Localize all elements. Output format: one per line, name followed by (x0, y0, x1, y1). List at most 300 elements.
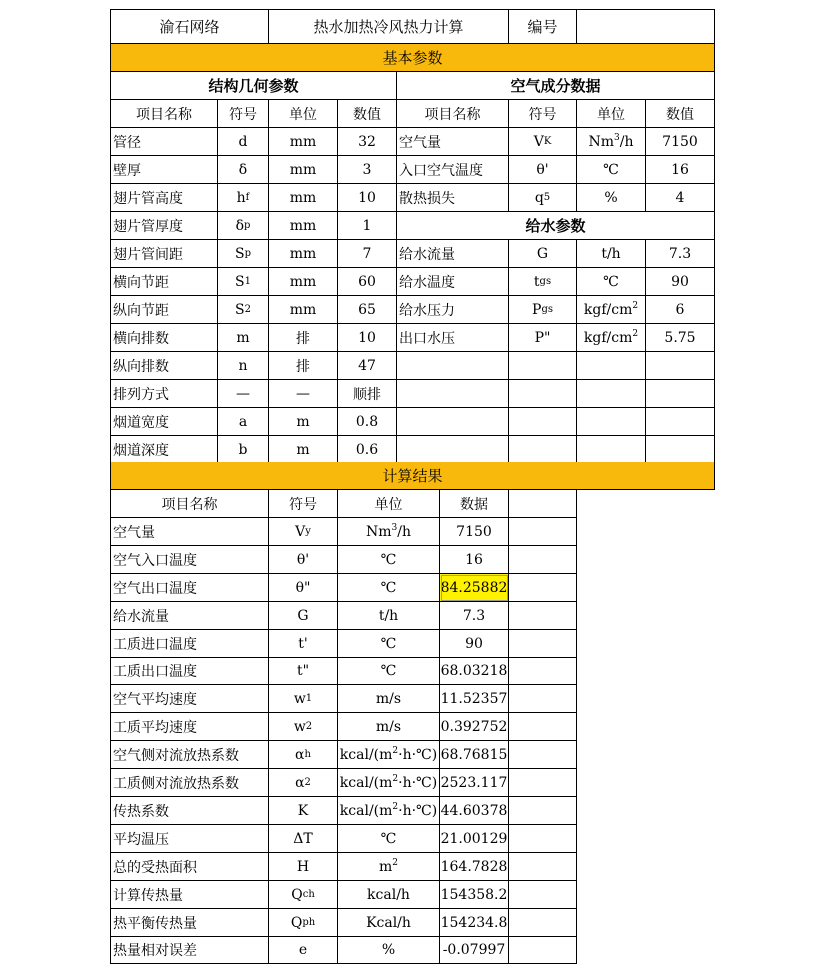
result-value: 154234.8 (440, 914, 508, 931)
result-value: 21.00129 (440, 830, 508, 847)
air-name-cell (397, 156, 509, 184)
result-extra-cell (509, 630, 577, 658)
result-name-cell (110, 909, 269, 937)
result-extra-cell (509, 685, 577, 713)
result-name-cell (110, 797, 269, 825)
result-value: 68.03218 (440, 663, 508, 679)
structure-title-text: 结构几何参数 (208, 77, 299, 95)
structure-unit-cell (269, 380, 338, 408)
results-title: 计算结果 (382, 467, 443, 485)
symbol-text: t (533, 273, 540, 290)
code-label: 编号 (527, 18, 558, 36)
structure-symbol-cell (218, 156, 269, 184)
air-col-symbol (509, 100, 577, 128)
company-name: 渝石网络 (159, 18, 220, 36)
unit-text: m (296, 441, 310, 458)
symbol-text: e (298, 942, 308, 958)
col-unit-text: 单位 (374, 496, 403, 513)
result-name: 计算传热量 (113, 887, 183, 904)
result-unit-cell (338, 881, 440, 909)
unit-text: Nm (588, 133, 615, 150)
symbol-text: n (238, 357, 248, 374)
structure-value: 3 (362, 161, 372, 178)
unit-text: 排 (296, 330, 310, 347)
result-value: 68.76815 (440, 746, 508, 763)
result-value: 44.60378 (440, 802, 508, 819)
water-value: 90 (671, 273, 689, 290)
symbol-text: δ (238, 161, 248, 178)
water-name: 给水温度 (399, 274, 455, 291)
structure-name: 纵向节距 (113, 302, 169, 319)
col-value-text: 数值 (666, 106, 694, 123)
symbol-text: m (236, 329, 250, 346)
structure-value: 60 (358, 273, 376, 290)
structure-symbol-cell (218, 212, 269, 240)
water-symbol-cell (509, 296, 577, 324)
result-name: 空气入口温度 (113, 552, 197, 569)
result-name: 热量相对误差 (113, 943, 197, 959)
result-unit-cell (338, 518, 440, 546)
result-name-cell (110, 630, 269, 658)
struct-col-value (338, 100, 397, 128)
symbol-text: S (235, 245, 245, 262)
air-col-unit (577, 100, 646, 128)
col-unit-text: 单位 (597, 106, 625, 123)
symbol-text: — (236, 385, 250, 402)
empty-cell (397, 436, 509, 464)
structure-section-title (110, 72, 397, 100)
structure-unit-cell (269, 324, 338, 352)
structure-name: 纵向排数 (113, 358, 169, 375)
result-value-cell[interactable] (440, 630, 509, 658)
sheet-title-cell (269, 9, 509, 44)
water-name: 出口水压 (399, 330, 455, 347)
structure-value-cell[interactable] (338, 380, 397, 408)
result-value-cell[interactable] (440, 825, 509, 853)
symbol-text: q (534, 189, 544, 206)
water-unit-cell (577, 324, 646, 352)
unit-text: mm (289, 161, 317, 178)
water-value-cell[interactable] (646, 324, 715, 352)
unit-text: 排 (296, 358, 310, 375)
result-name-cell (110, 769, 269, 797)
result-unit-cell (338, 937, 440, 964)
structure-name: 排列方式 (113, 386, 169, 403)
empty-cell (577, 408, 646, 436)
result-extra-cell (509, 658, 577, 685)
result-value-cell[interactable] (440, 909, 509, 937)
water-value-cell[interactable] (646, 240, 715, 268)
symbol-text: d (238, 133, 248, 150)
result-name-cell (110, 602, 269, 630)
result-extra-cell (509, 574, 577, 602)
result-value: 154358.2 (440, 886, 508, 903)
result-unit-cell (338, 546, 440, 574)
structure-name: 翅片管间距 (113, 246, 183, 263)
air-symbol-cell (509, 184, 577, 212)
water-section-title (397, 212, 715, 240)
basic-params-title: 基本参数 (382, 49, 443, 67)
structure-name: 烟道深度 (113, 442, 169, 459)
water-value: 6 (675, 301, 685, 318)
col-unit-text: 单位 (289, 106, 317, 123)
result-value: 0.392752 (440, 718, 508, 735)
result-value-cell[interactable] (440, 602, 509, 630)
air-title-text: 空气成分数据 (510, 77, 601, 95)
water-name-cell (397, 268, 509, 296)
structure-unit-cell (269, 212, 338, 240)
unit-text: mm (289, 189, 317, 206)
structure-value-cell[interactable] (338, 128, 397, 156)
unit-superscript: 2 (392, 858, 398, 868)
result-name: 工质出口温度 (113, 664, 197, 680)
water-name-cell (397, 324, 509, 352)
result-value: 84.25882 (440, 579, 508, 596)
result-name: 工质侧对流放热系数 (113, 775, 239, 792)
result-value-cell[interactable] (440, 853, 509, 881)
unit-text: mm (289, 245, 317, 262)
structure-value: 1 (362, 217, 372, 234)
empty-cell (397, 352, 509, 380)
structure-name-cell (110, 268, 218, 296)
structure-value-cell[interactable] (338, 296, 397, 324)
unit-text: kcal/(m (339, 774, 393, 791)
unit-text: ℃ (603, 273, 619, 290)
air-name: 散热损失 (399, 190, 455, 207)
result-value: 164.7828 (440, 858, 508, 875)
unit-text: mm (289, 133, 317, 150)
result-name: 平均温压 (113, 831, 169, 848)
water-symbol-cell (509, 240, 577, 268)
water-value-cell[interactable] (646, 296, 715, 324)
air-name: 空气量 (399, 134, 441, 151)
structure-unit-cell (269, 408, 338, 436)
unit-text: ℃ (380, 663, 397, 679)
structure-name-cell (110, 380, 218, 408)
result-value-cell[interactable] (440, 713, 509, 741)
empty-cell (646, 352, 715, 380)
structure-value: 65 (358, 301, 376, 318)
structure-value-cell[interactable] (338, 436, 397, 464)
water-unit-cell (577, 268, 646, 296)
col-symbol-text: 符号 (528, 106, 557, 123)
structure-name: 横向排数 (113, 330, 169, 347)
basic-params-banner (110, 44, 715, 72)
result-name-cell (110, 741, 269, 769)
symbol-subscript: gs (541, 304, 553, 315)
symbol-text: a (238, 413, 248, 430)
results-col-data (440, 490, 509, 518)
unit-tail: ·h·℃) (398, 802, 438, 819)
result-unit-cell (338, 713, 440, 741)
unit-text: mm (289, 301, 317, 318)
result-unit-cell (338, 769, 440, 797)
structure-symbol-cell (218, 380, 269, 408)
structure-value: 顺排 (353, 386, 381, 403)
symbol-text: V (295, 523, 306, 540)
result-symbol-cell (269, 602, 338, 630)
water-value: 5.75 (664, 329, 696, 346)
result-name: 工质平均速度 (113, 719, 197, 736)
result-symbol-cell (269, 658, 338, 685)
structure-value-cell[interactable] (338, 156, 397, 184)
code-value-cell[interactable] (577, 9, 715, 44)
water-name: 给水压力 (399, 302, 455, 319)
water-value: 7.3 (668, 245, 692, 262)
unit-text: ℃ (380, 830, 397, 847)
symbol-text: V (533, 133, 544, 150)
result-name-cell (110, 825, 269, 853)
symbol-subscript: h (304, 749, 311, 760)
result-symbol-cell (269, 518, 338, 546)
empty-cell (509, 436, 577, 464)
structure-symbol-cell (218, 408, 269, 436)
structure-name: 烟道宽度 (113, 414, 169, 431)
structure-name-cell (110, 128, 218, 156)
result-value-cell[interactable] (440, 797, 509, 825)
water-title-text: 给水参数 (525, 217, 586, 235)
structure-value-cell[interactable] (338, 324, 397, 352)
result-unit-cell (338, 797, 440, 825)
result-symbol-cell (269, 713, 338, 741)
unit-text: mm (289, 273, 317, 290)
symbol-text: ΔT (293, 830, 313, 847)
result-value-cell[interactable] (440, 937, 509, 964)
symbol-text: α (295, 746, 305, 763)
unit-text: t/h (378, 607, 399, 624)
unit-text: Nm (366, 523, 392, 540)
structure-unit-cell (269, 184, 338, 212)
water-symbol-cell (509, 324, 577, 352)
result-symbol-cell (269, 937, 338, 964)
result-unit-cell (338, 825, 440, 853)
unit-text: kgf/cm (583, 329, 633, 346)
result-name-cell (110, 881, 269, 909)
col-name-text: 项目名称 (424, 106, 481, 123)
water-name: 给水流量 (399, 246, 455, 263)
unit-text: m/s (375, 718, 402, 735)
structure-value-cell[interactable] (338, 240, 397, 268)
unit-text: t/h (601, 245, 621, 262)
col-name-text: 项目名称 (161, 496, 218, 513)
result-symbol-cell (269, 546, 338, 574)
result-value: 16 (465, 551, 483, 568)
result-extra-cell (509, 909, 577, 937)
structure-symbol-cell (218, 128, 269, 156)
result-value: 7.3 (462, 607, 486, 624)
symbol-subscript: f (245, 192, 250, 203)
structure-name-cell (110, 212, 218, 240)
symbol-text: P (532, 301, 542, 318)
structure-unit-cell (269, 352, 338, 380)
symbol-text: Q (291, 886, 303, 903)
result-value: 7150 (456, 523, 492, 540)
air-col-name (397, 100, 509, 128)
structure-symbol-cell (218, 352, 269, 380)
sheet-title: 热水加热冷风热力计算 (313, 18, 464, 36)
struct-col-unit (269, 100, 338, 128)
structure-name: 翅片管厚度 (113, 218, 183, 235)
symbol-subscript: y (305, 526, 311, 537)
col-symbol-text: 符号 (289, 496, 317, 513)
result-value: 2523.117 (440, 774, 508, 791)
unit-text: % (604, 189, 618, 206)
structure-value: 10 (358, 189, 376, 206)
results-banner (110, 462, 715, 490)
result-extra-cell (509, 518, 577, 546)
structure-symbol-cell (218, 436, 269, 464)
air-symbol-cell (509, 128, 577, 156)
result-value-cell[interactable] (440, 546, 509, 574)
result-symbol-cell (269, 881, 338, 909)
unit-superscript: 3 (614, 133, 620, 143)
air-unit-cell (577, 156, 646, 184)
result-unit-cell (338, 853, 440, 881)
symbol-text: P" (534, 329, 551, 346)
result-value-cell[interactable] (440, 769, 509, 797)
result-symbol-cell (269, 853, 338, 881)
unit-tail: /h (619, 133, 634, 150)
unit-tail: ·h·℃) (398, 746, 438, 763)
structure-value-cell[interactable] (338, 352, 397, 380)
code-label-cell (509, 9, 577, 44)
symbol-subscript: p (244, 248, 251, 259)
structure-name-cell (110, 296, 218, 324)
air-name: 入口空气温度 (399, 162, 483, 179)
structure-name-cell (110, 436, 218, 464)
structure-value-cell[interactable] (338, 268, 397, 296)
result-unit-cell (338, 658, 440, 685)
structure-value-cell[interactable] (338, 408, 397, 436)
symbol-text: Q (290, 914, 303, 931)
result-unit-cell (338, 909, 440, 937)
empty-cell (577, 380, 646, 408)
symbol-subscript: ph (302, 917, 316, 928)
results-col-unit (338, 490, 440, 518)
result-value-cell[interactable] (440, 685, 509, 713)
result-name-cell (110, 546, 269, 574)
result-name: 传热系数 (113, 803, 169, 820)
structure-name-cell (110, 324, 218, 352)
symbol-subscript: K (543, 136, 552, 147)
symbol-text: t' (298, 635, 308, 652)
unit-text: kgf/cm (583, 301, 633, 318)
empty-cell (509, 408, 577, 436)
unit-text: m/s (375, 690, 402, 707)
structure-symbol-cell (218, 240, 269, 268)
structure-name: 横向节距 (113, 274, 169, 291)
result-name-cell (110, 518, 269, 546)
result-extra-cell (509, 713, 577, 741)
result-symbol-cell (269, 574, 338, 602)
result-value: 90 (465, 635, 483, 652)
structure-value: 0.6 (355, 441, 379, 458)
result-name-cell (110, 937, 269, 964)
structure-name-cell (110, 156, 218, 184)
empty-cell (397, 380, 509, 408)
result-unit-cell (338, 741, 440, 769)
struct-col-name (110, 100, 218, 128)
result-value: 11.52357 (440, 690, 508, 707)
result-name: 空气侧对流放热系数 (113, 747, 239, 764)
symbol-text: G (536, 245, 549, 262)
empty-cell (509, 380, 577, 408)
structure-name-cell (110, 240, 218, 268)
unit-text: ℃ (380, 635, 397, 652)
structure-unit-cell (269, 240, 338, 268)
air-name-cell (397, 128, 509, 156)
air-unit-cell (577, 184, 646, 212)
result-value-cell[interactable] (440, 574, 509, 602)
result-symbol-cell (269, 909, 338, 937)
air-value-cell[interactable] (646, 184, 715, 212)
result-extra-cell (509, 797, 577, 825)
symbol-text: w (293, 690, 306, 707)
water-unit-cell (577, 296, 646, 324)
structure-value-cell[interactable] (338, 212, 397, 240)
unit-tail: ·h·℃) (398, 774, 438, 791)
empty-cell (577, 352, 646, 380)
empty-cell (646, 436, 715, 464)
unit-superscript: 2 (392, 802, 399, 812)
result-unit-cell (338, 630, 440, 658)
result-extra-cell (509, 769, 577, 797)
air-value-cell[interactable] (646, 156, 715, 184)
water-symbol-cell (509, 268, 577, 296)
result-value-cell[interactable] (440, 518, 509, 546)
results-col-symbol (269, 490, 338, 518)
unit-tail: /h (397, 523, 411, 540)
result-symbol-cell (269, 630, 338, 658)
symbol-text: θ' (296, 551, 310, 568)
symbol-text: θ" (295, 579, 311, 596)
air-col-value (646, 100, 715, 128)
result-name-cell (110, 658, 269, 685)
air-value-cell[interactable] (646, 128, 715, 156)
structure-name-cell (110, 408, 218, 436)
water-value-cell[interactable] (646, 268, 715, 296)
symbol-text: t" (296, 663, 310, 679)
result-extra-cell (509, 546, 577, 574)
air-section-title (397, 72, 715, 100)
result-extra-cell (509, 825, 577, 853)
symbol-text: b (238, 441, 248, 458)
result-value-cell[interactable] (440, 658, 509, 685)
air-value: 4 (675, 189, 685, 206)
result-name-cell (110, 853, 269, 881)
empty-cell (646, 408, 715, 436)
water-name-cell (397, 240, 509, 268)
result-value-cell[interactable] (440, 741, 509, 769)
unit-superscript: 2 (392, 774, 399, 784)
structure-value-cell[interactable] (338, 184, 397, 212)
col-value-text: 数值 (353, 106, 381, 123)
structure-unit-cell (269, 128, 338, 156)
structure-name: 翅片管高度 (113, 190, 183, 207)
structure-name-cell (110, 184, 218, 212)
symbol-text: h (236, 189, 246, 206)
air-name-cell (397, 184, 509, 212)
result-value-cell[interactable] (440, 881, 509, 909)
air-unit-cell (577, 128, 646, 156)
empty-cell (577, 436, 646, 464)
result-name: 空气量 (113, 524, 155, 541)
symbol-text: w (293, 718, 306, 735)
result-symbol-cell (269, 741, 338, 769)
air-value: 16 (671, 161, 689, 178)
result-extra-cell (509, 741, 577, 769)
unit-text: mm (289, 217, 317, 234)
